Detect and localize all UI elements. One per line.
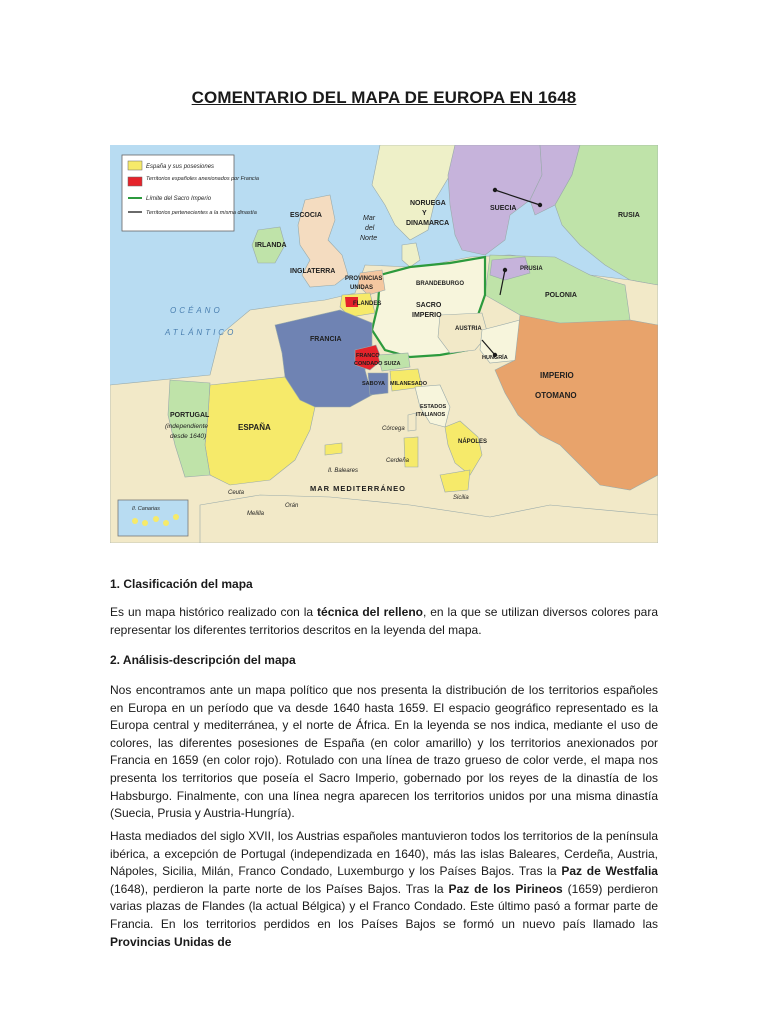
label-mar-norte-2: del [365, 225, 375, 232]
label-ceuta: Ceuta [228, 490, 245, 496]
page-title: COMENTARIO DEL MAPA DE EUROPA EN 1648 [191, 88, 577, 107]
label-brandeburgo: BRANDEBURGO [416, 281, 464, 287]
label-flandes: FLANDES [353, 301, 382, 307]
label-estados-2: ITALIANOS [416, 412, 446, 418]
label-milanesado: MILANESADO [390, 381, 427, 387]
corcega-region [408, 413, 416, 431]
label-suiza: SUIZA [384, 361, 401, 367]
label-oceano-1: OCÉANO [170, 306, 223, 315]
label-estados-1: ESTADOS [420, 404, 447, 410]
label-sacro-1: SACRO [416, 302, 442, 309]
label-oceano-2: ATLÁNTICO [165, 328, 237, 337]
label-noruega-1: NORUEGA [410, 200, 446, 207]
label-francia: FRANCIA [310, 336, 342, 343]
label-escocia: ESCOCIA [290, 212, 322, 219]
legend-label-empire: Límite del Sacro Imperio [146, 196, 212, 202]
label-melilla: Melilla [247, 511, 265, 517]
text-run: Es un mapa histórico realizado con la [110, 605, 318, 619]
legend-label-spain: España y sus posesiones [146, 164, 215, 170]
label-imperio-2: OTOMANO [535, 391, 577, 400]
bold-text-run: Paz de los Pirineos [448, 881, 563, 896]
legend-swatch-france-annexed [128, 177, 142, 186]
label-irlanda: IRLANDA [255, 242, 287, 249]
label-napoles: NÁPOLES [458, 439, 488, 445]
label-corcega: Córcega [382, 426, 405, 432]
text-run: Hasta mediados del siglo XVII, los Austrias españoles mantuvieron todos los territorios de la península ibérica, a excepción de Portugal (independizada en 1640), más las islas Baleares, Cerdeña, Austria, Nápoles, Sicilia, Milán, Franco Condado, Luxemburgo y los Países Bajos. Tras la [110, 829, 658, 879]
bold-text-run: Paz de Westfalia [561, 864, 658, 879]
paragraph-2 [110, 682, 658, 823]
label-portugal-2: (independiente [165, 423, 209, 430]
label-espana: ESPAÑA [238, 423, 271, 432]
legend-label-dynasty: Territorios pertenecientes a la misma dinastía [146, 210, 257, 216]
europe-1648-map [110, 145, 658, 543]
bold-text-run: técnica del relleno [317, 605, 423, 619]
label-portugal-1: PORTUGAL [170, 412, 210, 419]
text-run: (1648), perdieron la parte norte de los Países Bajos. Tras la [110, 881, 449, 896]
label-franco-2: CONDADO [354, 361, 383, 367]
label-cerdena: Cerdeña [386, 458, 410, 464]
label-austria: AUSTRIA [455, 326, 482, 332]
label-saboya: SABOYA [362, 381, 386, 387]
label-rusia: RUSIA [618, 212, 640, 219]
paragraph-3 [110, 828, 658, 951]
legend-label-france-annexed [146, 176, 259, 182]
section-heading-1: 1. Clasificación del mapa [110, 577, 253, 591]
label-prusia: PRUSIA [520, 266, 543, 272]
bold-text-run: Provincias Unidas de [110, 934, 232, 949]
label-portugal-3: desde 1640) [170, 433, 207, 440]
label-polonia: POLONIA [545, 292, 577, 299]
text-run: (1659) perdieron varias plazas de Flandes (la actual Bélgica) y el Franco Condado. Este último pasó a formar parte de Francia. En los territorios perdidos en los Países Bajos se formó un nuevo país llamado las [110, 881, 659, 931]
text-run: , en la que se utilizan diversos colores para representar los diferentes territorios descritos en la leyenda del mapa. [110, 605, 658, 637]
section-heading-2: 2. Análisis-descripción del mapa [110, 653, 296, 667]
legend-label-france-annexed-text: Territorios españoles anexionados por Francia [146, 176, 259, 182]
label-inglaterra: INGLATERRA [290, 268, 336, 275]
label-mar-mediterraneo: MAR MEDITERRÁNEO [310, 484, 406, 493]
label-noruega-2: Y [422, 210, 427, 217]
label-provincias-1: PROVINCIAS [345, 276, 383, 282]
label-provincias-2: UNIDAS [350, 285, 374, 291]
label-imperio-1: IMPERIO [540, 371, 574, 380]
text-run: Nos encontramos ante un mapa político que nos presenta la distribución de los territorios españoles en Europa en un período que va desde 1640 hasta 1659. El espacio geográfico representado es la Europa central y mediterránea, y el norte de África. En la leyenda se nos indica, mediante el uso de colores, las diferentes posesiones de España (en color amarillo) y los territorios anexionados por Francia en 1659 (en color rojo). Rotulado con una línea de trazo grueso de color verde, el mapa nos presenta los territorios que poseía el Sacro Imperio, gobernado por los reyes de la dinastía de los Habsburgo. Finalmente, con una línea negra aparecen los territorios unidos por una misma dinastía (Suecia, Prusia y Austria-Hungría). [110, 683, 658, 821]
label-franco-1: FRANCO [356, 353, 380, 359]
baleares-region [325, 443, 342, 455]
label-mar-norte-1: Mar [363, 215, 376, 222]
paragraph-1 [110, 604, 658, 639]
label-sicilia: Sicilia [453, 495, 469, 501]
label-suecia: SUECIA [490, 205, 517, 212]
label-noruega-3: DINAMARCA [406, 220, 450, 227]
label-hungria: HUNGRÍA [482, 355, 508, 361]
label-sacro-2: IMPERIO [412, 312, 442, 319]
legend-swatch-spain [128, 161, 142, 170]
label-oran: Orán [285, 503, 299, 509]
label-baleares: Il. Baleares [328, 468, 359, 474]
label-mar-norte-3: Norte [360, 235, 378, 242]
label-canarias: Il. Canarias [132, 506, 160, 512]
